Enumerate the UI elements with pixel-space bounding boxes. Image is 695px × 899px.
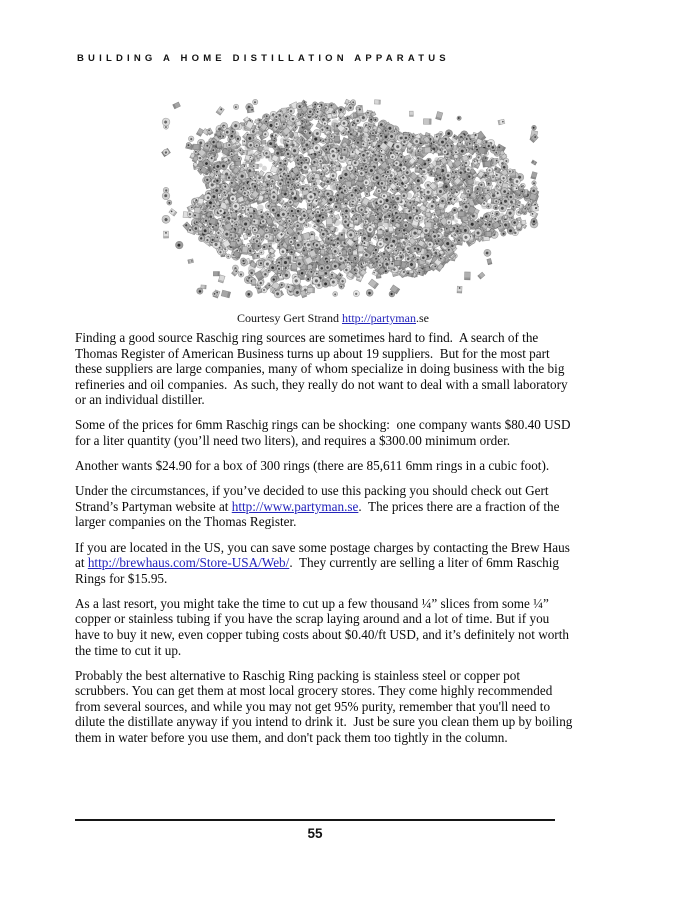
raschig-rings-photo-canvas — [160, 96, 540, 304]
caption-link[interactable]: http://partyman — [341, 311, 416, 325]
paragraph — [75, 668, 575, 746]
hyperlink[interactable]: http://brewhaus.com/Store-USA/Web/ — [87, 555, 290, 571]
paragraph — [75, 483, 575, 530]
paragraph — [75, 596, 575, 658]
paragraph — [75, 458, 575, 474]
paragraph-text: As a last resort, you might take the time to cut up a few thousand ¼” slices from some ¼” copper or stainless tubing if you have the scrap laying around and a lot of time. But if you have to buy it new, even copper tubing costs about $0.40/ft USD, and it’s definitely not worth the time to cut it up. — [75, 595, 573, 658]
paragraph-text: . They currently are selling a liter of 6mm Raschig Rings for $15.95. — [75, 555, 563, 586]
paragraph-text: Finding a good source Raschig ring sources are sometimes hard to find. A search of the Thomas Register of American Business turns up about 19 suppliers. But for the most part these suppliers are large companies, many of whom specialize in doing business with the big refineries and oil companies. As such, they really do not want to deal with a small laboratory or an individual distiller. — [75, 330, 571, 408]
paragraph-text: Another wants $24.90 for a box of 300 rings (there are 85,611 6mm rings in a cubic foot). — [75, 458, 550, 474]
paragraph — [75, 417, 575, 448]
paragraph-text: . The prices there are a fraction of the larger companies on the Thomas Register. — [75, 498, 563, 530]
paragraph-text: Some of the prices for 6mm Raschig rings can be shocking: one company wants $80.40 USD for a liter quantity (you’ll need two liters), and requires a $300.00 minimum order. — [75, 417, 574, 449]
paragraph-text: Probably the best alternative to Raschig Ring packing is stainless steel or copper pot scrubbers. You can get them at most local grocery stores. They come highly recommended from several sources, and while you may not get 95% purity, remember that you'll need to dilute the distillate anyway if you intend to drink it. Just be sure you clean them up by boiling them in water before you use them, and don't pack them too tightly in the column. — [75, 667, 576, 746]
paragraph — [75, 330, 575, 408]
figure-caption — [237, 311, 429, 326]
paragraphs — [75, 330, 575, 755]
caption-text-suffix: .se — [415, 311, 429, 325]
hyperlink[interactable]: http://www.partyman.se — [231, 498, 359, 514]
raschig-rings-photo — [160, 96, 540, 304]
paragraph — [75, 540, 575, 587]
paragraph-text: If you are located in the US, you can save some postage charges by contacting the Brew Haus at — [75, 539, 574, 571]
footer-rule — [75, 819, 555, 821]
caption-text: Courtesy Gert Strand — [237, 311, 342, 325]
paragraph-text: Under the circumstances, if you’ve decided to use this packing you should check out Gert Strand’s Partyman website at — [75, 483, 552, 514]
page-number: 55 — [307, 826, 323, 841]
running-header: BUILDING A HOME DISTILLATION APPARATUS — [77, 53, 450, 64]
